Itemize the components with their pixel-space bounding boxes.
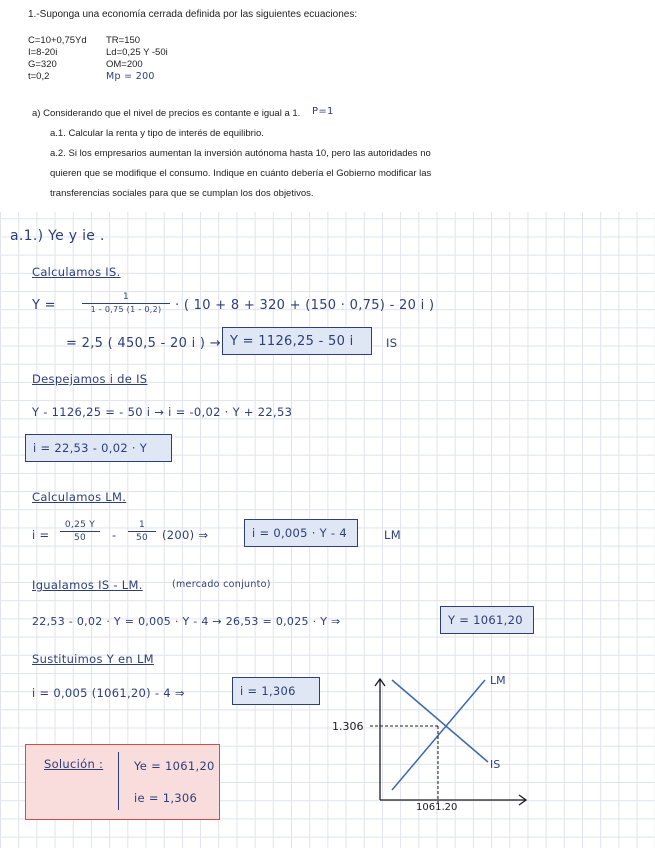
solution-brace: [118, 752, 127, 810]
lm-fraction-2-bar: [128, 531, 156, 532]
iguala-result: Y = 1061,20: [448, 613, 523, 627]
part-a2-line1: a.2. Si los empresarios aumentan la inversión autónoma hasta 10, pero las autoridades no: [50, 148, 431, 159]
problem-statement: [0, 0, 655, 212]
part-a2-line3: transferencias sociales para que se cumplan los dos objetivos.: [50, 188, 314, 199]
iguala-note: (mercado conjunto): [172, 579, 271, 590]
despeja-heading: Despejamos i de IS: [32, 372, 148, 386]
price-level-note: P=1: [312, 106, 334, 117]
eq-transfers: TR=150: [106, 35, 141, 46]
is-fraction: [82, 292, 170, 314]
lm-fraction-1-den: 50: [73, 533, 87, 543]
y-value-label: 1.306: [332, 720, 364, 733]
lm-label: LM: [384, 528, 401, 542]
solution-ye: Ye = 1061,20: [134, 759, 215, 773]
lm-heading: Calculamos LM.: [32, 490, 127, 504]
is-heading: Calculamos IS.: [32, 265, 121, 279]
is-fraction-bar: [82, 303, 170, 304]
is-label: IS: [386, 336, 398, 350]
part-a: a) Considerando que el nivel de precios es contante e igual a 1.: [32, 108, 301, 119]
iguala-heading: Igualamos IS - LM.: [32, 578, 143, 592]
eq-tax-rate: t=0,2: [28, 71, 50, 82]
solution-title: a.1.) Ye y ie .: [10, 228, 105, 244]
lm-result: i = 0,005 · Y - 4: [252, 526, 347, 540]
lm-fraction-1-bar: [60, 531, 100, 532]
lm-fraction-2-den: 50: [135, 533, 149, 543]
part-a2-line2: quieren que se modifique el consumo. Indique en cuánto debería el Gobierno modificar las: [50, 168, 432, 179]
is-eq1-rhs: · ( 10 + 8 + 320 + (150 · 0,75) - 20 i ): [175, 298, 435, 313]
islm-graph: [330, 670, 530, 810]
is-fraction-num: 1: [122, 292, 130, 302]
eq-money-demand: Ld=0,25 Y -50i: [106, 47, 168, 58]
solution-label: Solución :: [44, 757, 104, 771]
iguala-eq: 22,53 - 0,02 · Y = 0,005 · Y - 4 → 26,53 = 0,025 · Y ⇒: [32, 615, 341, 628]
is-curve: [392, 680, 488, 762]
sust-result: i = 1,306: [240, 684, 296, 698]
lm-fraction-2: [128, 520, 156, 543]
lm-fraction-1-num: 0,25 Y: [64, 520, 96, 530]
lm-fraction-2-num: 1: [138, 520, 146, 530]
lm-minus: -: [112, 528, 117, 542]
is-curve-label: IS: [490, 758, 501, 771]
is-eq1-lhs: Y =: [32, 298, 56, 313]
is-eq2: = 2,5 ( 450,5 - 20 i ) →: [66, 336, 221, 351]
mp-note: Mp = 200: [106, 71, 155, 82]
sust-eq: i = 0,005 (1061,20) - 4 ⇒: [32, 686, 185, 700]
solution-ie: ie = 1,306: [134, 791, 198, 805]
eq-money-supply: OM=200: [106, 59, 143, 70]
is-fraction-den: 1 - 0,75 (1 - 0,2): [90, 305, 162, 314]
lm-lhs: i =: [32, 528, 50, 542]
lm-curve-label: LM: [490, 674, 506, 687]
problem-heading: 1.-Suponga una economía cerrada definida por las siguientes ecuaciones:: [28, 9, 358, 20]
lm-rest: (200) ⇒: [162, 528, 209, 542]
part-a1: a.1. Calcular la renta y tipo de interés de equilibrio.: [50, 128, 264, 139]
eq-investment: I=8-20i: [28, 47, 58, 58]
is-result: Y = 1126,25 - 50 i: [230, 334, 354, 349]
sust-heading: Sustituimos Y en LM: [32, 652, 154, 666]
eq-consumption: C=10+0,75Yd: [28, 35, 87, 46]
lm-fraction-1: [60, 520, 100, 543]
despeja-result: i = 22,53 - 0,02 · Y: [33, 441, 148, 455]
x-value-label: 1061,20: [416, 802, 458, 810]
eq-government: G=320: [28, 59, 57, 70]
despeja-eq: Y - 1126,25 = - 50 i → i = -0,02 · Y + 22,53: [32, 405, 293, 419]
